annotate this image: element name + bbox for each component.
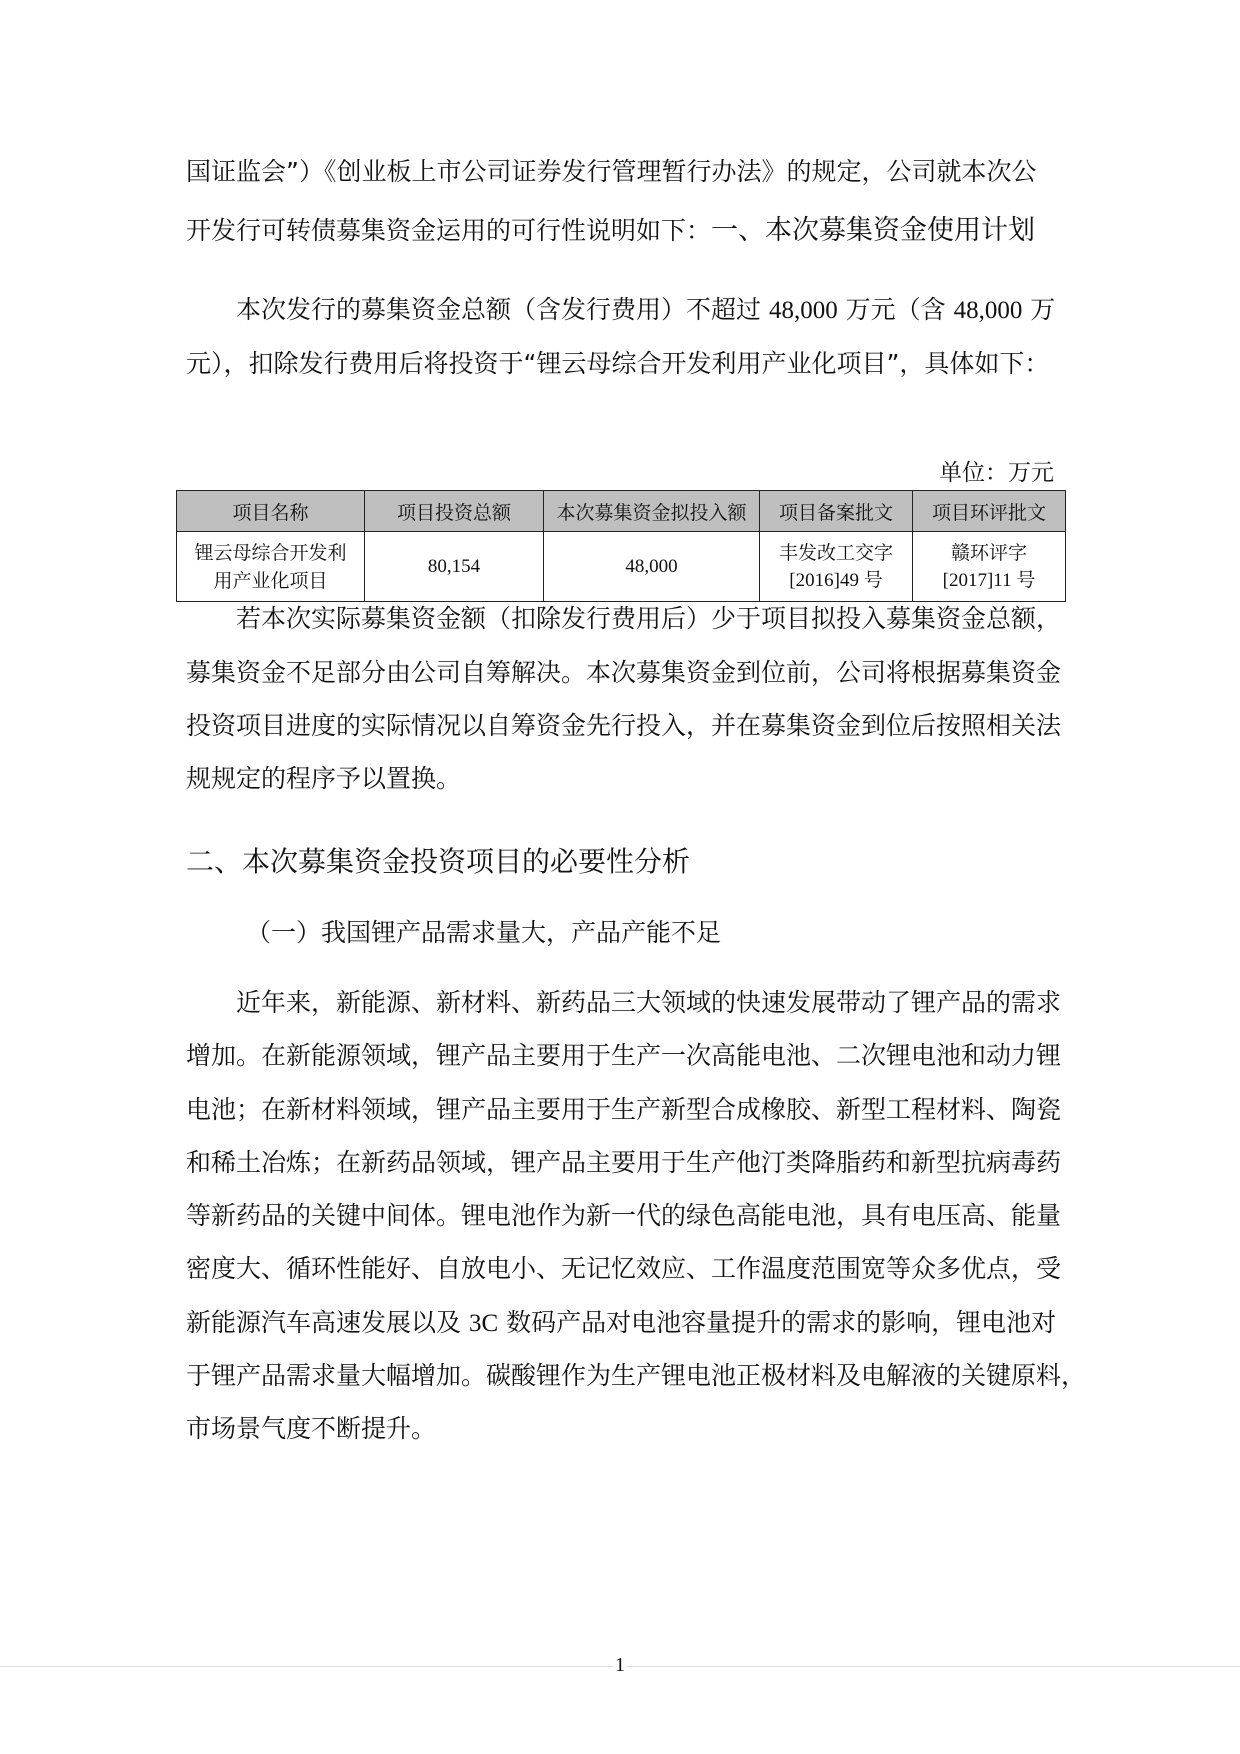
s2-text-7a: 新能源汽车高速发展以及 [186,1308,469,1337]
cell-eia-approval [913,532,1066,602]
eia-line2: [2017]11 号 [942,569,1036,591]
para2-text-2: 募集资金不足部分由公司自筹解决。本次募集资金到位前，公司将根据募集资金 [186,658,1062,687]
section1-para1-line2 [186,349,1049,379]
para1-text-b: 万元（含 [837,295,954,324]
section2-subheading: （一）我国锂产品需求量大，产品产能不足 [246,918,722,947]
para1-text-a: 本次发行的募集资金总额（含发行费用）不超过 [236,295,769,324]
para1-text-line2: 元），扣除发行费用后将投资于“锂云母综合开发利用产业化项目”，具体如下： [186,349,1050,378]
cell-filing-approval [760,532,913,602]
section2-para-line2 [186,1041,1061,1071]
s2-text-2: 增加。在新能源领域，锂产品主要用于生产一次高能电池、二次锂电池和动力锂 [186,1041,1062,1070]
s2-text-9: 市场景气度不断提升。 [186,1414,437,1443]
table-row [177,532,1066,602]
header-project-name: 项目名称 [177,491,365,532]
intro-line-2 [186,216,1035,246]
section2-para-line5 [186,1201,1061,1231]
section2-para-line9 [186,1414,436,1444]
filing-line2: [2016]49 号 [789,569,883,591]
s2-text-3: 电池；在新材料领域，锂产品主要用于生产新型合成橡胶、新型工程材料、陶瓷 [186,1095,1062,1124]
project-name-line2: 用产业化项目 [213,569,328,592]
unit-label: 单位：万元 [939,460,1054,486]
section1-para2-line4 [186,764,461,794]
para2-text-1: 若本次实际募集资金额（扣除发行费用后）少于项目拟投入募集资金总额， [236,604,1062,633]
section2-para-line1 [236,988,1061,1018]
page-number [0,1653,1240,1677]
s2-text-1: 近年来，新能源、新材料、新药品三大领域的快速发展带动了锂产品的需求 [236,988,1062,1017]
cell-raised-funds: 48,000 [544,532,760,602]
s2-text-7b: 数码产品对电池容量提升的需求的影响，锂电池对 [498,1308,1057,1337]
eia-line1: 赣环评字 [950,541,1027,564]
filing-line1: 丰发改工交字 [778,541,893,564]
para2-text-3: 投资项目进度的实际情况以自筹资金先行投入，并在募集资金到位后按照相关法 [186,711,1062,740]
intro-text-2: 开发行可转债募集资金运用的可行性说明如下： [186,216,712,245]
section1-para2-line2 [186,658,1061,688]
header-total-investment: 项目投资总额 [365,491,544,532]
section2-heading: 二、本次募集资金投资项目的必要性分析 [186,845,691,878]
page-number-text: 1 [615,1654,625,1676]
intro-text-1: 国证监会”）《创业板上市公司证券发行管理暂行办法》的规定，公司就本次公 [186,157,1037,186]
s2-text-4: 和稀土冶炼；在新药品领域，锂产品主要用于生产他汀类降脂药和新型抗病毒药 [186,1148,1062,1177]
section2-para-line6 [186,1254,1061,1284]
para2-text-4: 规规定的程序予以置换。 [186,764,462,793]
table-header-row [177,491,1066,532]
project-name-line1: 锂云母综合开发利 [194,541,347,564]
s2-text-7-3c: 3C [468,1310,499,1337]
header-raised-funds: 本次募集资金拟投入额 [544,491,760,532]
section2-para-line8 [186,1361,1086,1391]
section2-para-line7 [186,1308,1056,1339]
amount-48000-b: 48,000 [953,297,1023,324]
section2-para-line4 [186,1148,1061,1178]
header-filing-approval: 项目备案批文 [760,491,913,532]
s2-text-8: 于锂产品需求量大幅增加。碳酸锂作为生产锂电池正极材料及电解液的关键原料， [186,1361,1087,1390]
cell-project-name [177,532,365,602]
section1-para2-line3 [186,711,1061,741]
header-eia-approval: 项目环评批文 [913,491,1066,532]
fund-use-table [176,490,1066,602]
s2-text-5: 等新药品的关键中间体。锂电池作为新一代的绿色高能电池，具有电压高、能量 [186,1201,1062,1230]
amount-48000-a: 48,000 [768,297,838,324]
section1-para2-line1 [236,604,1061,634]
intro-line-1 [186,157,1036,187]
cell-total-investment: 80,154 [365,532,544,602]
para1-text-c: 万 [1022,295,1056,324]
section1-para1-line1 [236,295,1055,326]
section1-heading: 一、本次募集资金使用计划 [711,215,1036,246]
s2-text-6: 密度大、循环性能好、自放电小、无记忆效应、工作温度范围宽等众多优点，受 [186,1254,1062,1283]
section2-para-line3 [186,1095,1061,1125]
